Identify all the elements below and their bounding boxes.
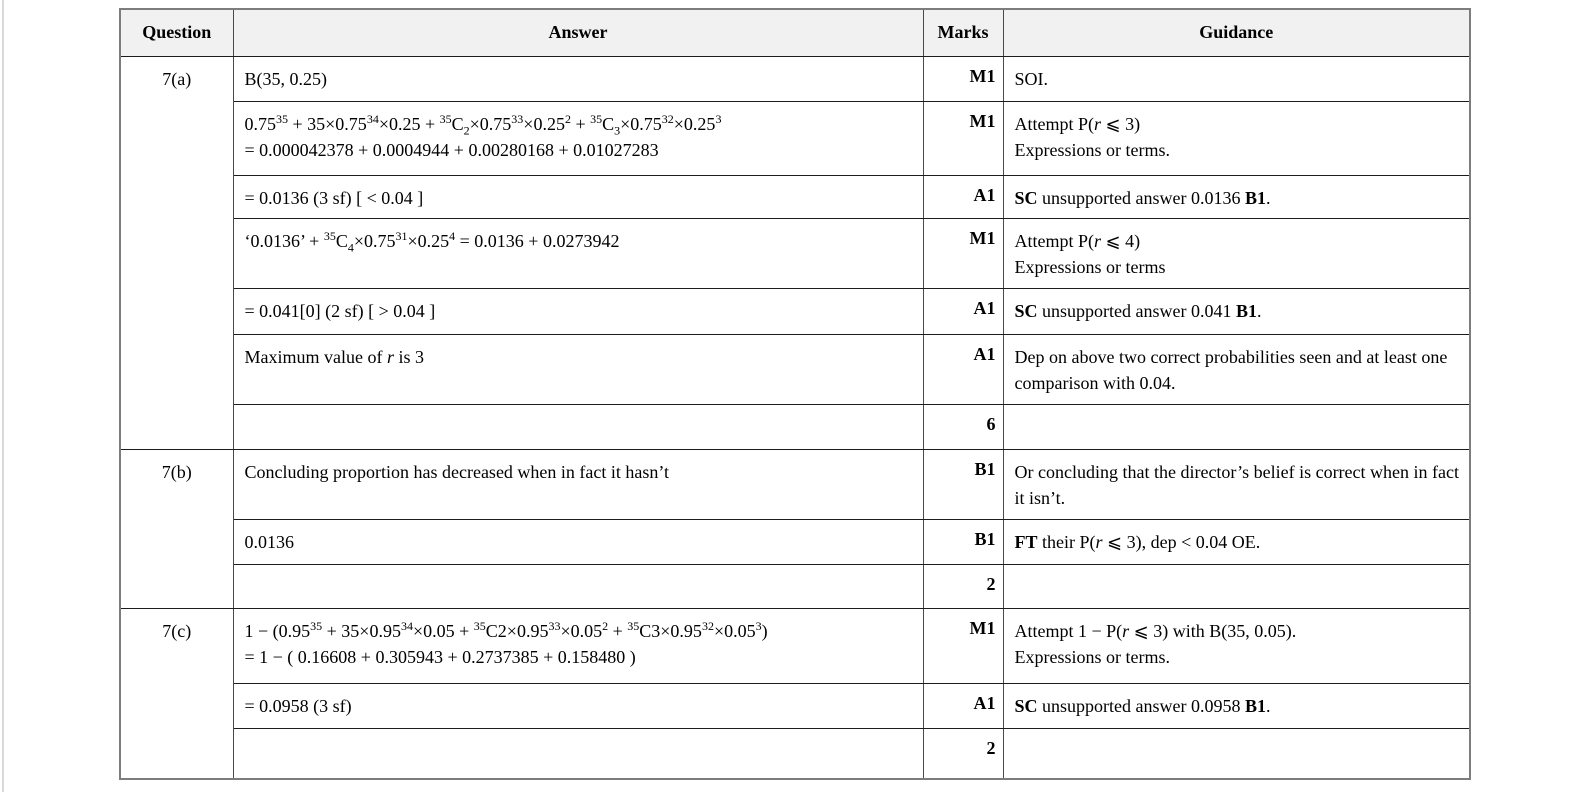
answer-cell: = 0.0136 (3 sf) [ < 0.04 ] — [233, 175, 923, 218]
table-row — [120, 608, 1470, 683]
table-row — [120, 728, 1470, 779]
table-row — [120, 101, 1470, 175]
question-label-7a: 7(a) — [120, 56, 233, 449]
col-header-marks: Marks — [923, 9, 1003, 56]
question-label-7c: 7(c) — [120, 608, 233, 779]
guidance-cell: Attempt P(r ⩽ 3) Expressions or terms. — [1003, 101, 1470, 175]
table-row — [120, 449, 1470, 519]
answer-cell: $1 - (0.95^{35} + 35\times 0.95^{34}\times 0.05 + ^{35}C2\times 0.95^{33}\times 0.05^2 + ^{35}C3\times 0.95^{32}\times 0.05^3)$ = 1 − ( 0.16608 + 0.305943 + 0.2737385 + 0.158480 ) — [233, 608, 923, 683]
guidance-cell: SC unsupported answer 0.0958 B1. — [1003, 683, 1470, 728]
table-row — [120, 519, 1470, 564]
mark-cell: M1 — [923, 608, 1003, 683]
col-header-question: Question — [120, 9, 233, 56]
guidance-cell — [1003, 564, 1470, 608]
table-row — [120, 564, 1470, 608]
table-row — [120, 404, 1470, 449]
mark-cell: A1 — [923, 334, 1003, 404]
header-row — [120, 9, 1470, 56]
answer-cell: Maximum value of r is 3 — [233, 334, 923, 404]
answer-cell: ‘0.0136’ + $^{35}C_4\times 0.75^{31}\times 0.25^4 = 0.0136 + 0.0273942$ — [233, 218, 923, 288]
guidance-cell — [1003, 404, 1470, 449]
guidance-cell: Attempt P(r ⩽ 4) Expressions or terms — [1003, 218, 1470, 288]
mark-cell: M1 — [923, 218, 1003, 288]
mark-cell: M1 — [923, 56, 1003, 101]
col-header-answer: Answer — [233, 9, 923, 56]
answer-cell: 0.0136 — [233, 519, 923, 564]
mark-scheme-table — [119, 8, 1471, 780]
mark-cell: A1 — [923, 288, 1003, 334]
answer-cell: = 0.041[0] (2 sf) [ > 0.04 ] — [233, 288, 923, 334]
guidance-cell: FT their P(r ⩽ 3), dep < 0.04 OE. — [1003, 519, 1470, 564]
table-row — [120, 175, 1470, 218]
mark-cell: B1 — [923, 519, 1003, 564]
answer-cell — [233, 564, 923, 608]
guidance-cell: Dep on above two correct probabilities seen and at least one comparison with 0.04. — [1003, 334, 1470, 404]
table-row — [120, 683, 1470, 728]
guidance-cell: SC unsupported answer 0.0136 B1. — [1003, 175, 1470, 218]
answer-cell: Concluding proportion has decreased when in fact it hasn’t — [233, 449, 923, 519]
answer-cell: B(35, 0.25) — [233, 56, 923, 101]
answer-cell: $0.75^{35} + 35\times 0.75^{34}\times 0.25 + ^{35}C_2\times 0.75^{33}\times 0.25^2 + ^{35}C_3\times 0.75^{32}\times 0.25^3$ = 0.000042378 + 0.0004944 + 0.00280168 + 0.01027283 — [233, 101, 923, 175]
guidance-cell: SC unsupported answer 0.041 B1. — [1003, 288, 1470, 334]
question-label-7b: 7(b) — [120, 449, 233, 608]
answer-cell — [233, 728, 923, 779]
total-marks-cell: 2 — [923, 564, 1003, 608]
mark-cell: M1 — [923, 101, 1003, 175]
col-header-guidance: Guidance — [1003, 9, 1470, 56]
mark-cell: B1 — [923, 449, 1003, 519]
table-row — [120, 218, 1470, 288]
guidance-cell: SOI. — [1003, 56, 1470, 101]
table-row — [120, 334, 1470, 404]
table-row — [120, 56, 1470, 101]
mark-cell: A1 — [923, 175, 1003, 218]
page-left-edge — [2, 0, 4, 792]
mark-cell: A1 — [923, 683, 1003, 728]
table-row — [120, 288, 1470, 334]
guidance-cell: Or concluding that the director’s belief is correct when in fact it isn’t. — [1003, 449, 1470, 519]
answer-cell — [233, 404, 923, 449]
guidance-cell — [1003, 728, 1470, 779]
total-marks-cell: 2 — [923, 728, 1003, 779]
answer-cell: = 0.0958 (3 sf) — [233, 683, 923, 728]
guidance-cell: Attempt 1 − P(r ⩽ 3) with B(35, 0.05). Expressions or terms. — [1003, 608, 1470, 683]
total-marks-cell: 6 — [923, 404, 1003, 449]
